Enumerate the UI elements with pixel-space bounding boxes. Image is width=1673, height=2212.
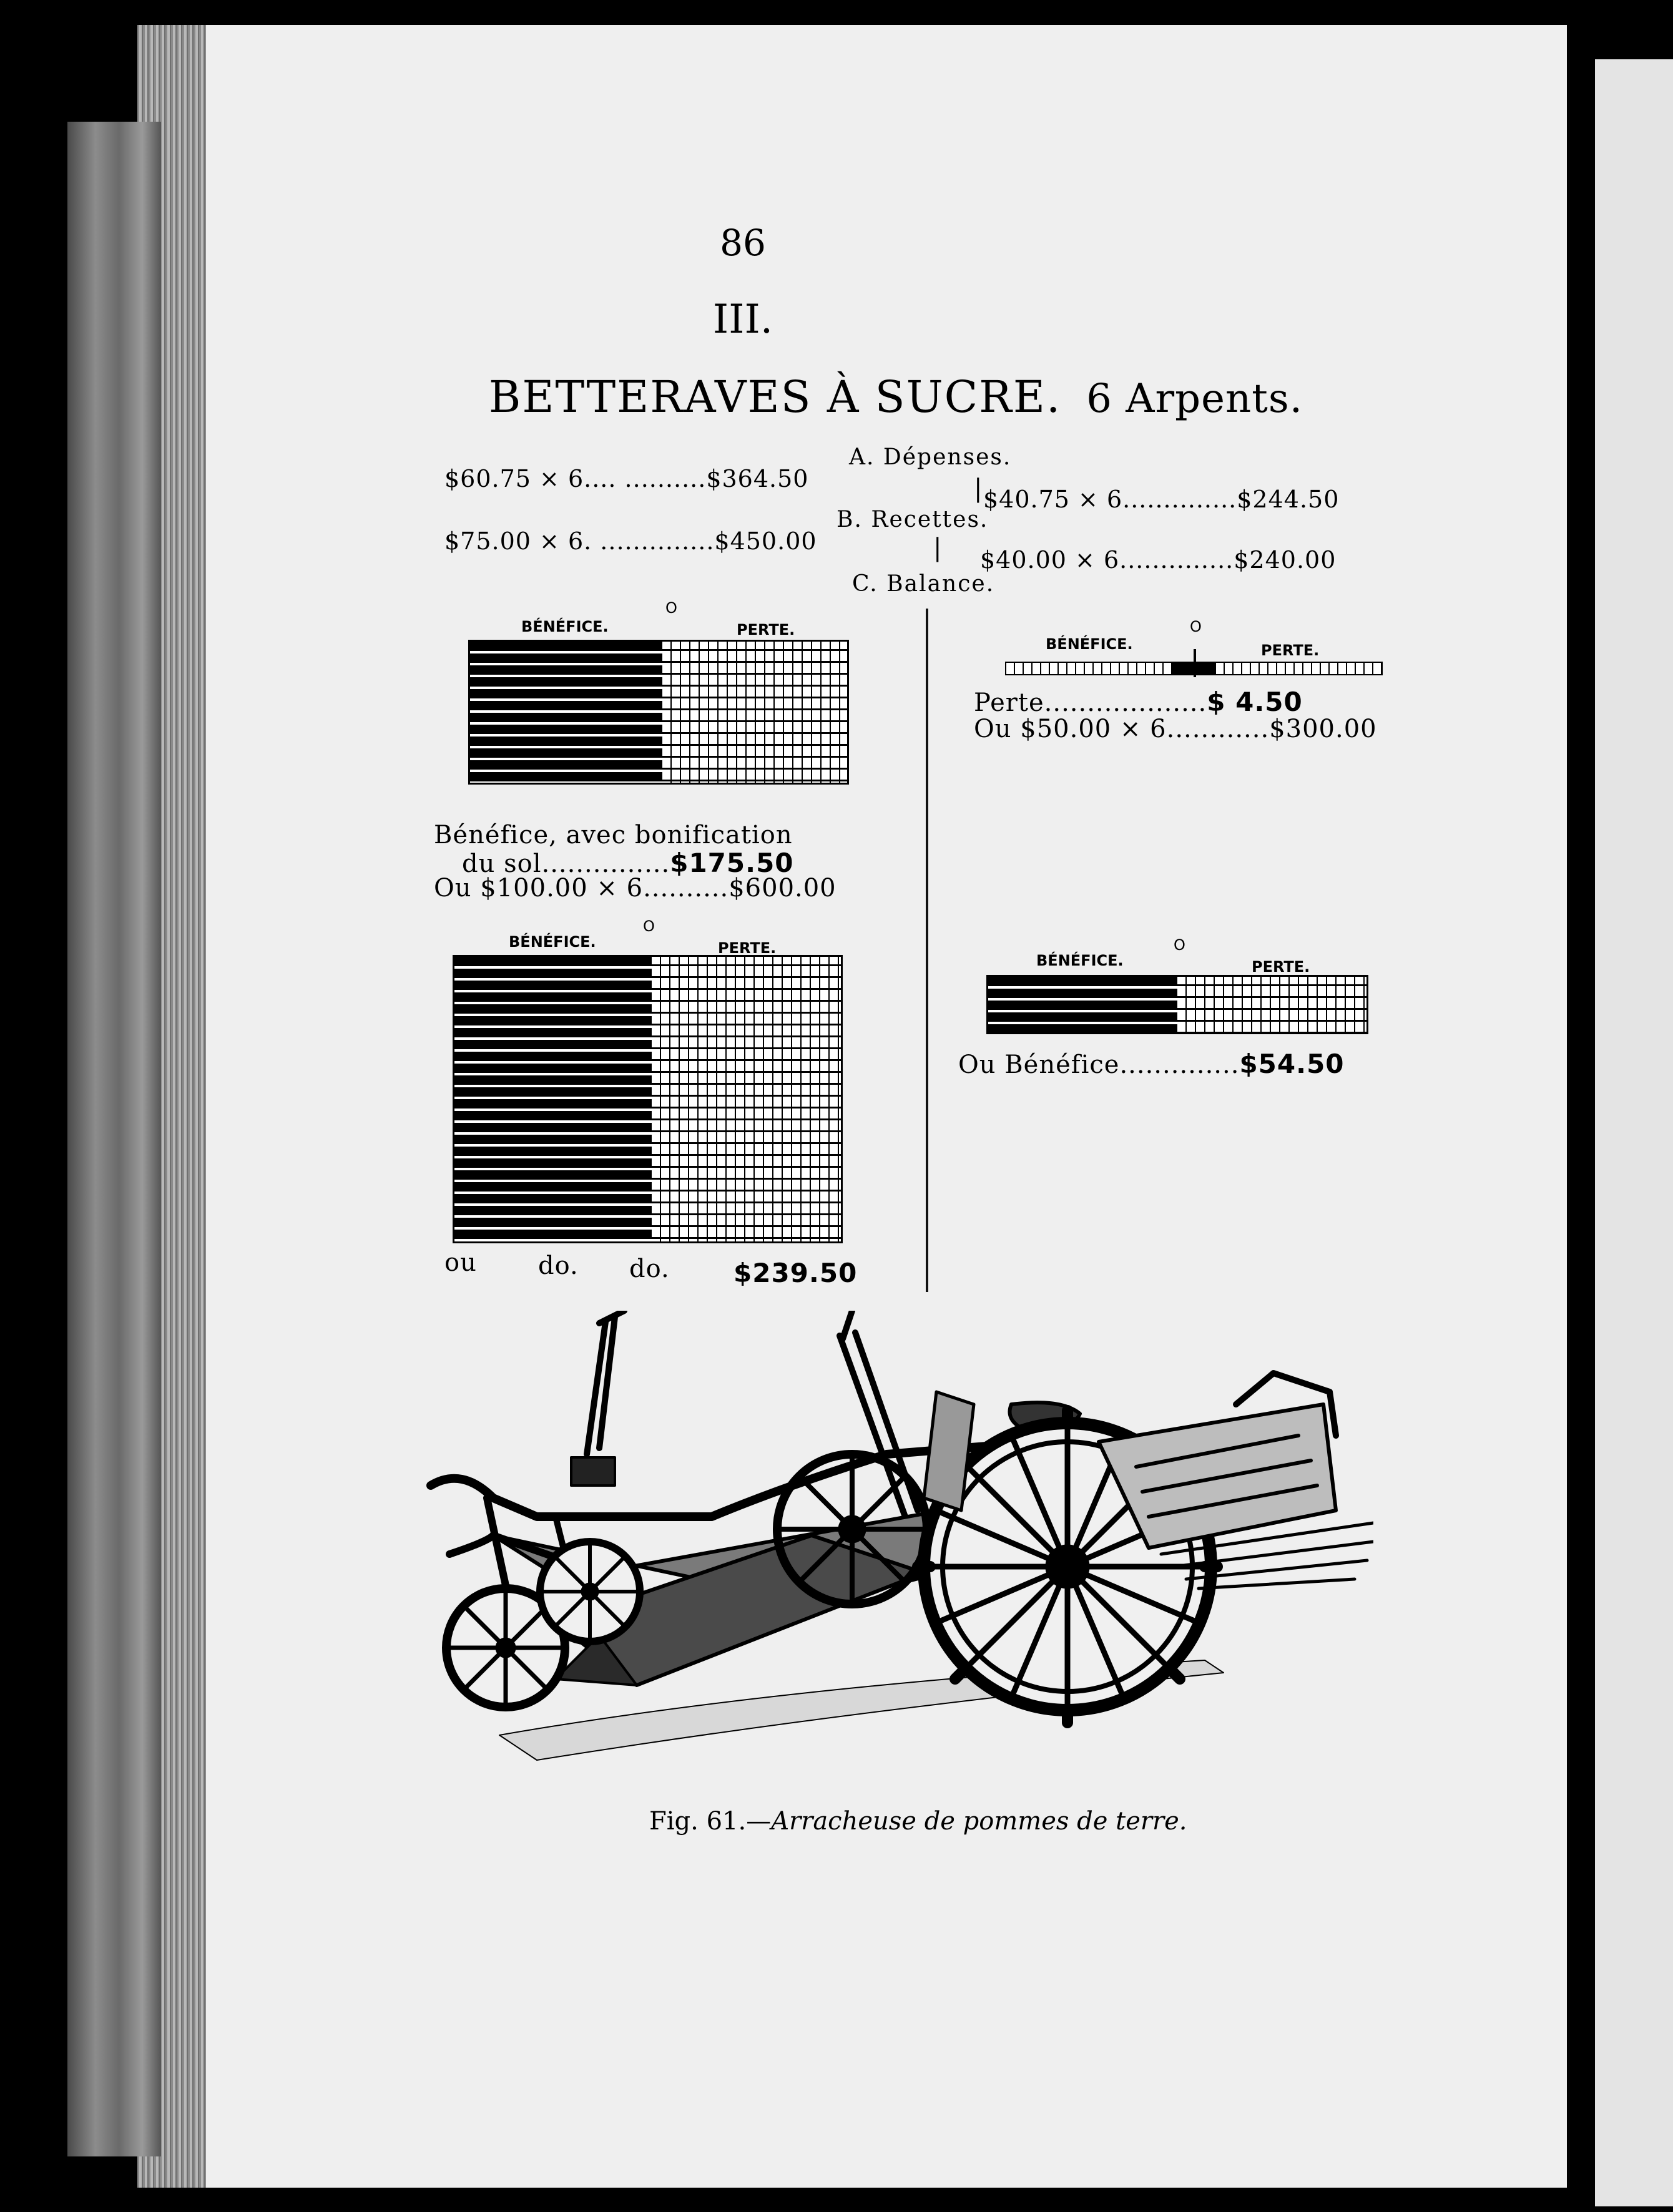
- right-bottom-line1: [958, 1049, 1345, 1079]
- figure-caption: [649, 1807, 1187, 1836]
- zero-marker-label: O: [1190, 618, 1202, 635]
- left-top-label: du sol...............: [462, 849, 670, 878]
- benefice-bar: [470, 642, 662, 783]
- title-text: BETTERAVES À SUCRE.: [488, 371, 1062, 423]
- benefice-label: BÉNÉFICE.: [1036, 952, 1124, 969]
- depenses-separator: |: [974, 474, 983, 503]
- perte-bar: [652, 957, 841, 1241]
- perte-label: PERTE.: [1252, 958, 1310, 976]
- left-bottom-amount-line: [733, 1258, 857, 1288]
- recettes-left-calc: $75.00 × 6. ..............$450.00: [444, 527, 817, 555]
- recettes-separator: |: [933, 534, 942, 562]
- benefice-bar: [988, 977, 1177, 1032]
- perte-bar-right: [1216, 663, 1382, 674]
- benefice-label: BÉNÉFICE.: [509, 933, 596, 951]
- right-top-line1: [974, 687, 1303, 717]
- balance-bar: [468, 640, 849, 785]
- section-recettes: B. Recettes.: [836, 507, 989, 532]
- figure-caption-text: Arracheuse de pommes de terre.: [771, 1807, 1187, 1836]
- left-top-amount: $175.50: [670, 848, 794, 878]
- balance-chart-right-top: [1005, 618, 1386, 683]
- right-top-line2: Ou $50.00 × 6............$300.00: [974, 715, 1377, 743]
- zero-marker-label: O: [1174, 936, 1185, 954]
- potato-digger-illustration: [412, 1311, 1373, 1791]
- right-bottom-amount: $54.50: [1239, 1049, 1345, 1079]
- perte-label: PERTE.: [718, 939, 777, 957]
- left-bottom-amount: $239.50: [733, 1258, 858, 1288]
- perte-bar-left: [1006, 663, 1172, 674]
- balance-chart-right-bottom: [986, 936, 1373, 1036]
- figure-number: Fig. 61.—: [649, 1807, 772, 1836]
- right-top-label: Perte...................: [974, 688, 1207, 717]
- benefice-label: BÉNÉFICE.: [1046, 635, 1133, 653]
- right-bottom-label: Ou Bénéfice..............: [958, 1050, 1240, 1079]
- left-top-line3: Ou $100.00 × 6..........$600.00: [434, 874, 836, 903]
- zero-marker-label: O: [665, 599, 677, 617]
- left-bottom-ou: ou: [444, 1248, 477, 1277]
- left-bottom-do2: do.: [629, 1255, 670, 1283]
- book-page: [206, 25, 1567, 2188]
- zero-marker-line: [1194, 649, 1196, 677]
- right-top-amount: $ 4.50: [1207, 687, 1303, 717]
- page-number: 86: [720, 222, 766, 264]
- benefice-bar: [454, 957, 652, 1241]
- zero-marker-label: O: [643, 918, 655, 935]
- recettes-right-calc: $40.00 × 6..............$240.00: [980, 546, 1337, 574]
- perte-bar: [1177, 977, 1366, 1032]
- depenses-right-calc: $40.75 × 6..............$244.50: [983, 486, 1340, 513]
- page-title: [443, 371, 1348, 423]
- perte-label: PERTE.: [737, 621, 795, 639]
- left-bottom-do1: do.: [538, 1251, 579, 1280]
- benefice-label: BÉNÉFICE.: [521, 618, 609, 635]
- depenses-left-calc: $60.75 × 6.... ..........$364.50: [444, 465, 809, 492]
- title-units: 6 Arpents.: [1086, 376, 1303, 422]
- balance-bar: [453, 955, 843, 1243]
- column-divider: [926, 609, 928, 1292]
- section-depenses: A. Dépenses.: [849, 444, 1012, 470]
- section-numeral: III.: [712, 296, 773, 343]
- book-spine-shadow: [67, 122, 161, 2156]
- balance-chart-left-top: [468, 599, 855, 811]
- left-top-line1: Bénéfice, avec bonification: [434, 821, 793, 849]
- perte-bar: [662, 642, 847, 783]
- section-balance: C. Balance.: [852, 571, 995, 597]
- balance-chart-left-bottom: [453, 918, 852, 1245]
- perte-label: PERTE.: [1261, 642, 1320, 659]
- balance-bar: [986, 975, 1368, 1034]
- facing-page-edge: [1595, 59, 1673, 2206]
